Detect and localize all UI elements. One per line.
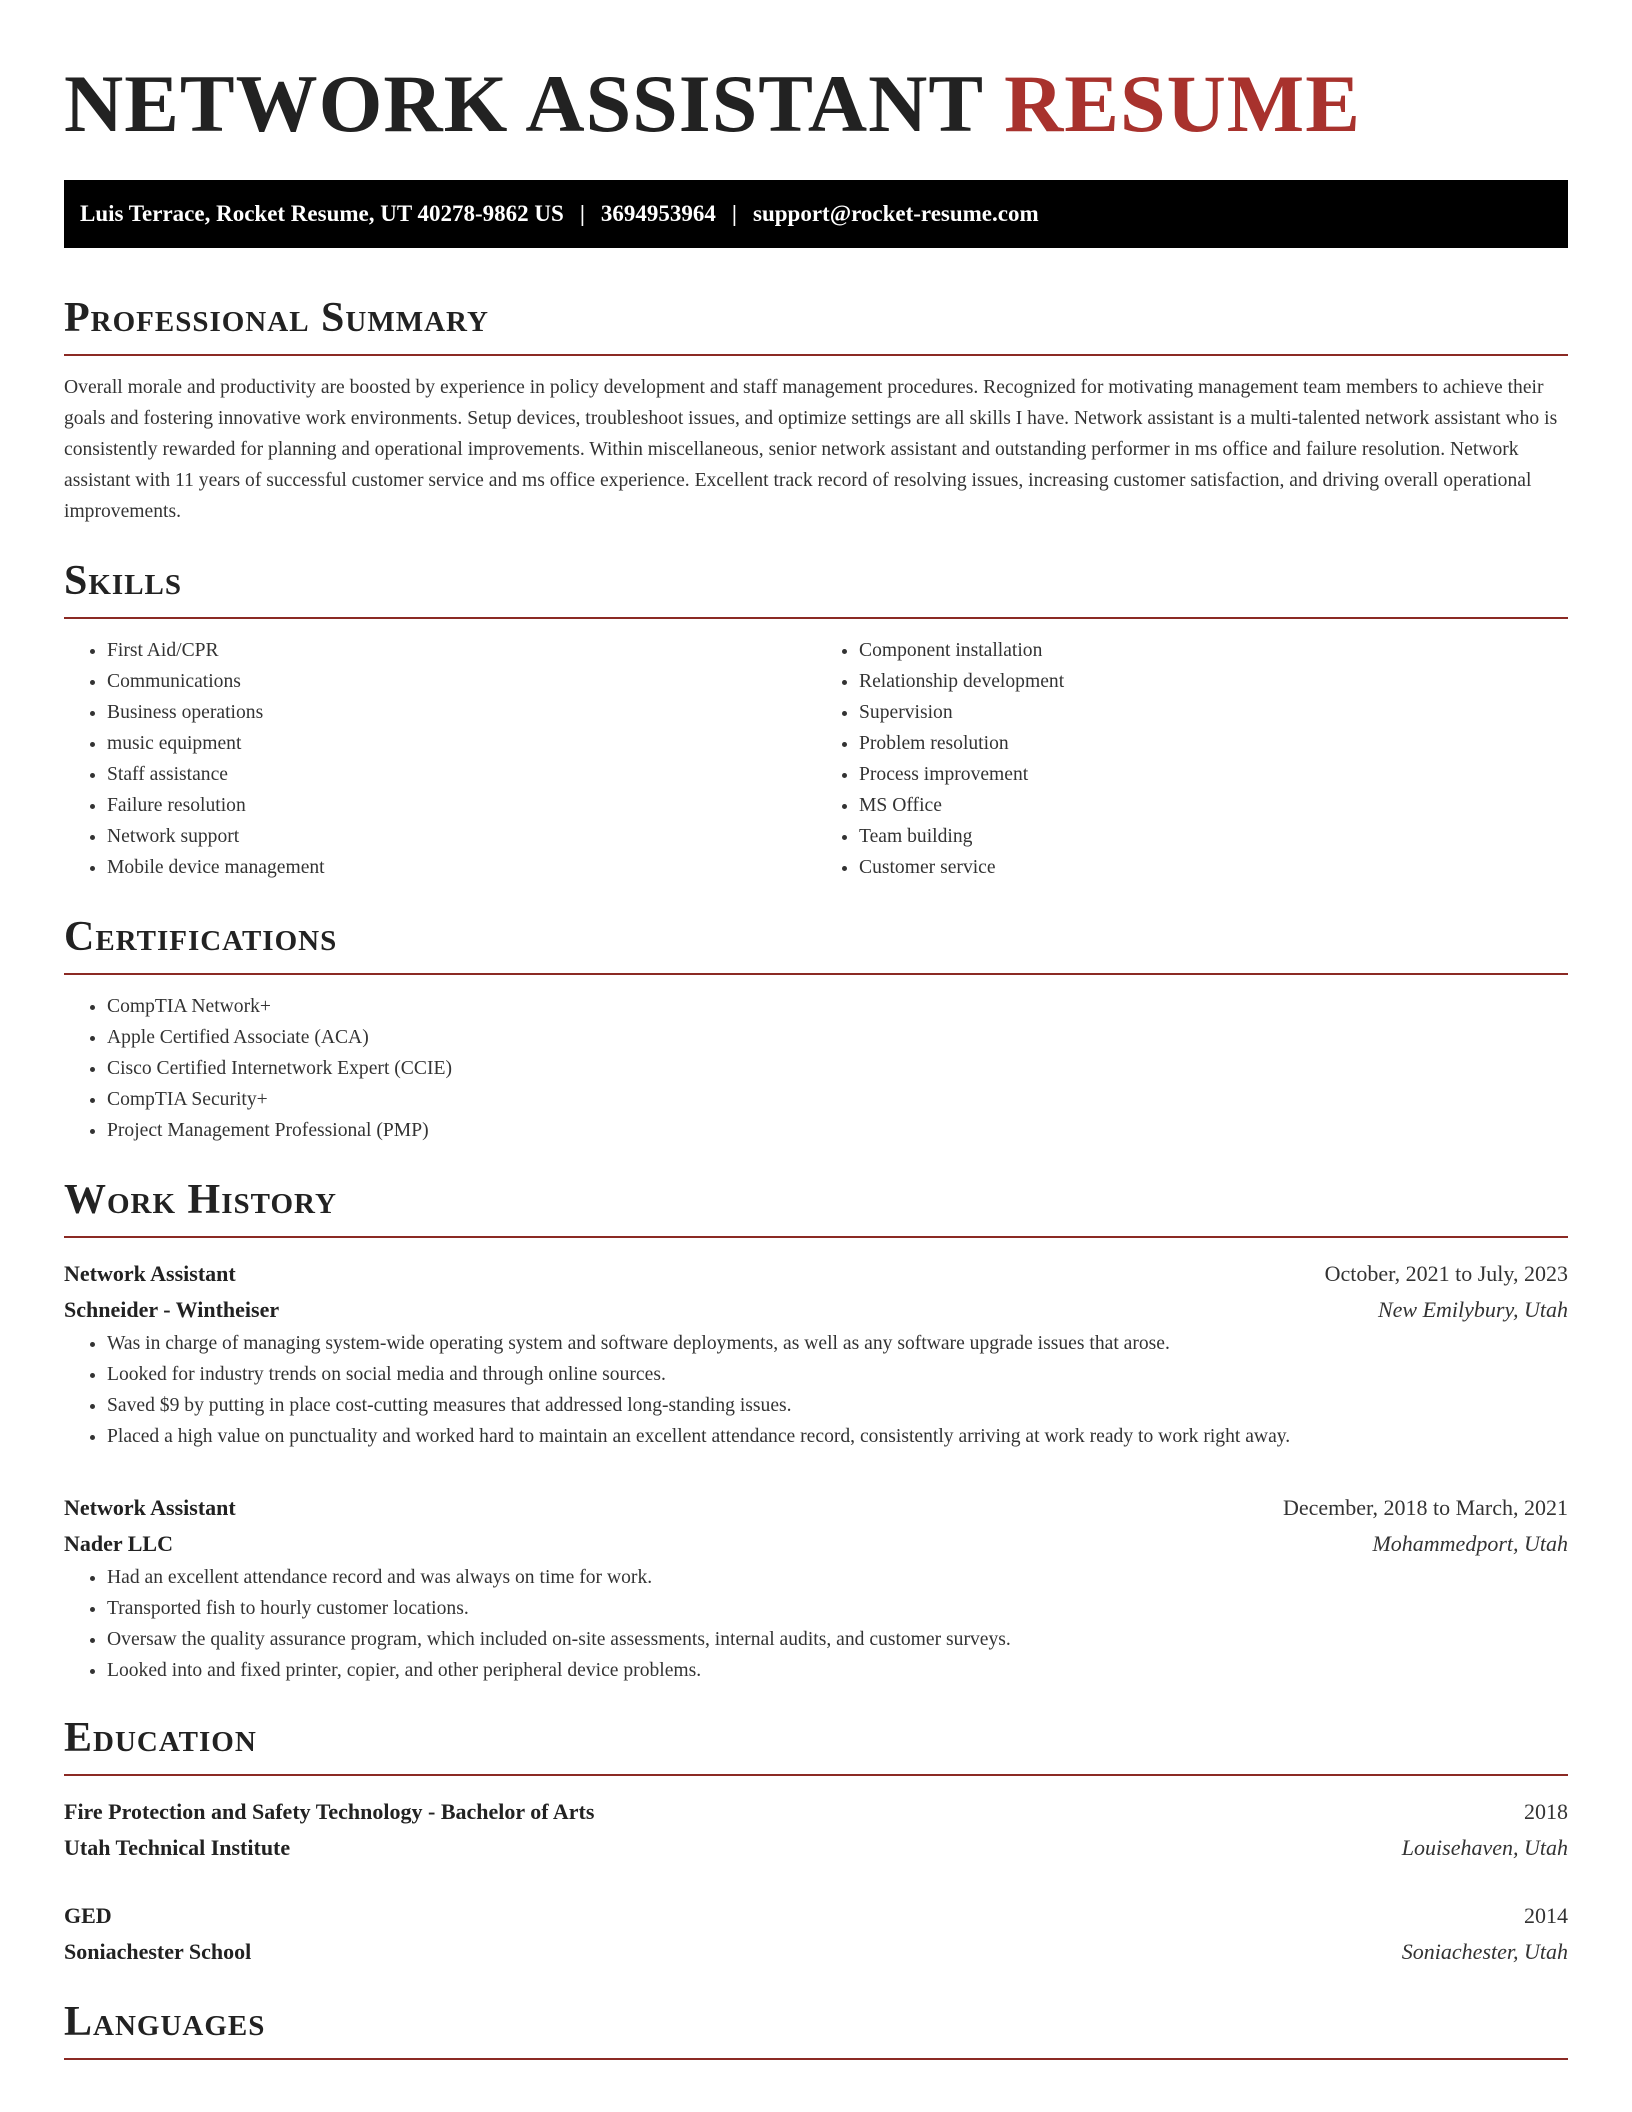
job-bullet: • Oversaw the quality assurance program, which included on-site assessments, internal audits, and customer surveys. — [107, 1624, 1568, 1655]
job-bullet: • Looked into and fixed printer, copier, and other peripheral device problems. — [107, 1655, 1568, 1686]
job-bullet: • Placed a high value on punctuality and worked hard to maintain an excellent attendance record, consistently arriving at work ready to work right away. — [107, 1421, 1568, 1452]
skill-item: • Process improvement — [859, 759, 1568, 790]
contact-phone: 3694953964 — [600, 201, 716, 226]
skill-item: • Relationship development — [859, 666, 1568, 697]
job-title: Network Assistant — [64, 1261, 236, 1286]
summary-section — [64, 292, 1568, 527]
skill-item: • Team building — [859, 821, 1568, 852]
skill-item: • Customer service — [859, 852, 1568, 883]
job-dates: October, 2021 to July, 2023 — [1324, 1261, 1568, 1286]
job-company: Nader LLC — [64, 1531, 173, 1556]
education-school: Utah Technical Institute — [64, 1835, 291, 1860]
job-location: New Emilybury, Utah — [1377, 1297, 1568, 1322]
skills-list-left — [64, 635, 816, 883]
skill-item: • Supervision — [859, 697, 1568, 728]
job-bullet: • Had an excellent attendance record and was always on time for work. — [107, 1562, 1568, 1593]
skill-item: • Mobile device management — [107, 852, 816, 883]
section-heading-languages: Languages — [64, 1996, 1568, 2060]
certification-item: • Apple Certified Associate (ACA) — [107, 1022, 1568, 1053]
skill-item: • Business operations — [107, 697, 816, 728]
education-degree: GED — [64, 1903, 112, 1928]
job-location: Mohammedport, Utah — [1372, 1531, 1568, 1556]
section-heading-education: Education — [64, 1712, 1568, 1776]
certification-item: • Project Management Professional (PMP) — [107, 1115, 1568, 1146]
resume-title — [64, 0, 1568, 150]
education-entry — [64, 1794, 1568, 1866]
education-header-row — [64, 1898, 1568, 1934]
skill-item: • Problem resolution — [859, 728, 1568, 759]
job-company: Schneider - Wintheiser — [64, 1297, 280, 1322]
job-bullets — [64, 1562, 1568, 1686]
education-entry — [64, 1898, 1568, 1970]
skill-item: • First Aid/CPR — [107, 635, 816, 666]
education-location: Soniachester, Utah — [1401, 1939, 1568, 1964]
section-heading-skills: Skills — [64, 555, 1568, 619]
skill-item: • Failure resolution — [107, 790, 816, 821]
contact-address: Luis Terrace, Rocket Resume, UT 40278-9862 US — [80, 201, 564, 226]
certifications-list — [64, 991, 1568, 1146]
job-header-row — [64, 1256, 1568, 1292]
skills-list-right — [816, 635, 1568, 883]
education-year: 2018 — [1524, 1799, 1568, 1824]
job-company-row — [64, 1526, 1568, 1562]
education-school-row — [64, 1934, 1568, 1970]
title-main: NETWORK ASSISTANT — [64, 58, 983, 149]
work-history-section — [64, 1174, 1568, 1686]
job-bullet: • Was in charge of managing system-wide operating system and software deployments, as well as any software upgrade issues that arose. — [107, 1328, 1568, 1359]
job-entry — [64, 1256, 1568, 1452]
certification-item: • Cisco Certified Internetwork Expert (CCIE) — [107, 1053, 1568, 1084]
skill-item: • MS Office — [859, 790, 1568, 821]
education-school-row — [64, 1830, 1568, 1866]
education-location: Louisehaven, Utah — [1401, 1835, 1568, 1860]
skills-section — [64, 555, 1568, 883]
languages-section — [64, 1996, 1568, 2060]
job-dates: December, 2018 to March, 2021 — [1282, 1495, 1568, 1520]
job-bullet: • Looked for industry trends on social media and through online sources. — [107, 1359, 1568, 1390]
skill-item: • music equipment — [107, 728, 816, 759]
contact-email: support@rocket-resume.com — [753, 201, 1039, 226]
job-entry — [64, 1490, 1568, 1686]
skill-item: • Staff assistance — [107, 759, 816, 790]
education-section — [64, 1712, 1568, 1970]
section-heading-summary: Professional Summary — [64, 292, 1568, 356]
skills-grid — [64, 635, 1568, 883]
contact-separator: | — [579, 201, 585, 226]
summary-text: Overall morale and productivity are boosted by experience in policy development and staff management procedures. Recognized for motivating management team members to achieve their goals and fostering innovative work environments. Setup devices, troubleshoot issues, and optimize settings are all skills I have. Network assistant is a multi-talented network assistant who is consistently rewarded for planning and operational improvements. Within miscellaneous, senior network assistant and outstanding performer in ms office and failure resolution. Network assistant with 11 years of successful customer service and ms office experience. Excellent track record of resolving issues, increasing customer satisfaction, and driving overall operational improvements. — [64, 377, 1558, 522]
education-year: 2014 — [1524, 1903, 1568, 1928]
job-bullets — [64, 1328, 1568, 1452]
contact-bar — [64, 180, 1568, 248]
job-bullet: • Transported fish to hourly customer locations. — [107, 1593, 1568, 1624]
section-heading-certifications: Certifications — [64, 911, 1568, 975]
education-degree: Fire Protection and Safety Technology - Bachelor of Arts — [64, 1799, 595, 1824]
certification-item: • CompTIA Network+ — [107, 991, 1568, 1022]
certifications-section — [64, 911, 1568, 1146]
job-header-row — [64, 1490, 1568, 1526]
skill-item: • Component installation — [859, 635, 1568, 666]
skill-item: • Network support — [107, 821, 816, 852]
education-school: Soniachester School — [64, 1939, 252, 1964]
job-title: Network Assistant — [64, 1495, 236, 1520]
skill-item: • Communications — [107, 666, 816, 697]
job-bullet: • Saved $9 by putting in place cost-cutting measures that addressed long-standing issues. — [107, 1390, 1568, 1421]
certification-item: • CompTIA Security+ — [107, 1084, 1568, 1115]
education-header-row — [64, 1794, 1568, 1830]
contact-separator: | — [731, 201, 737, 226]
title-accent: RESUME — [1004, 58, 1361, 149]
job-company-row — [64, 1292, 1568, 1328]
section-heading-work-history: Work History — [64, 1174, 1568, 1238]
